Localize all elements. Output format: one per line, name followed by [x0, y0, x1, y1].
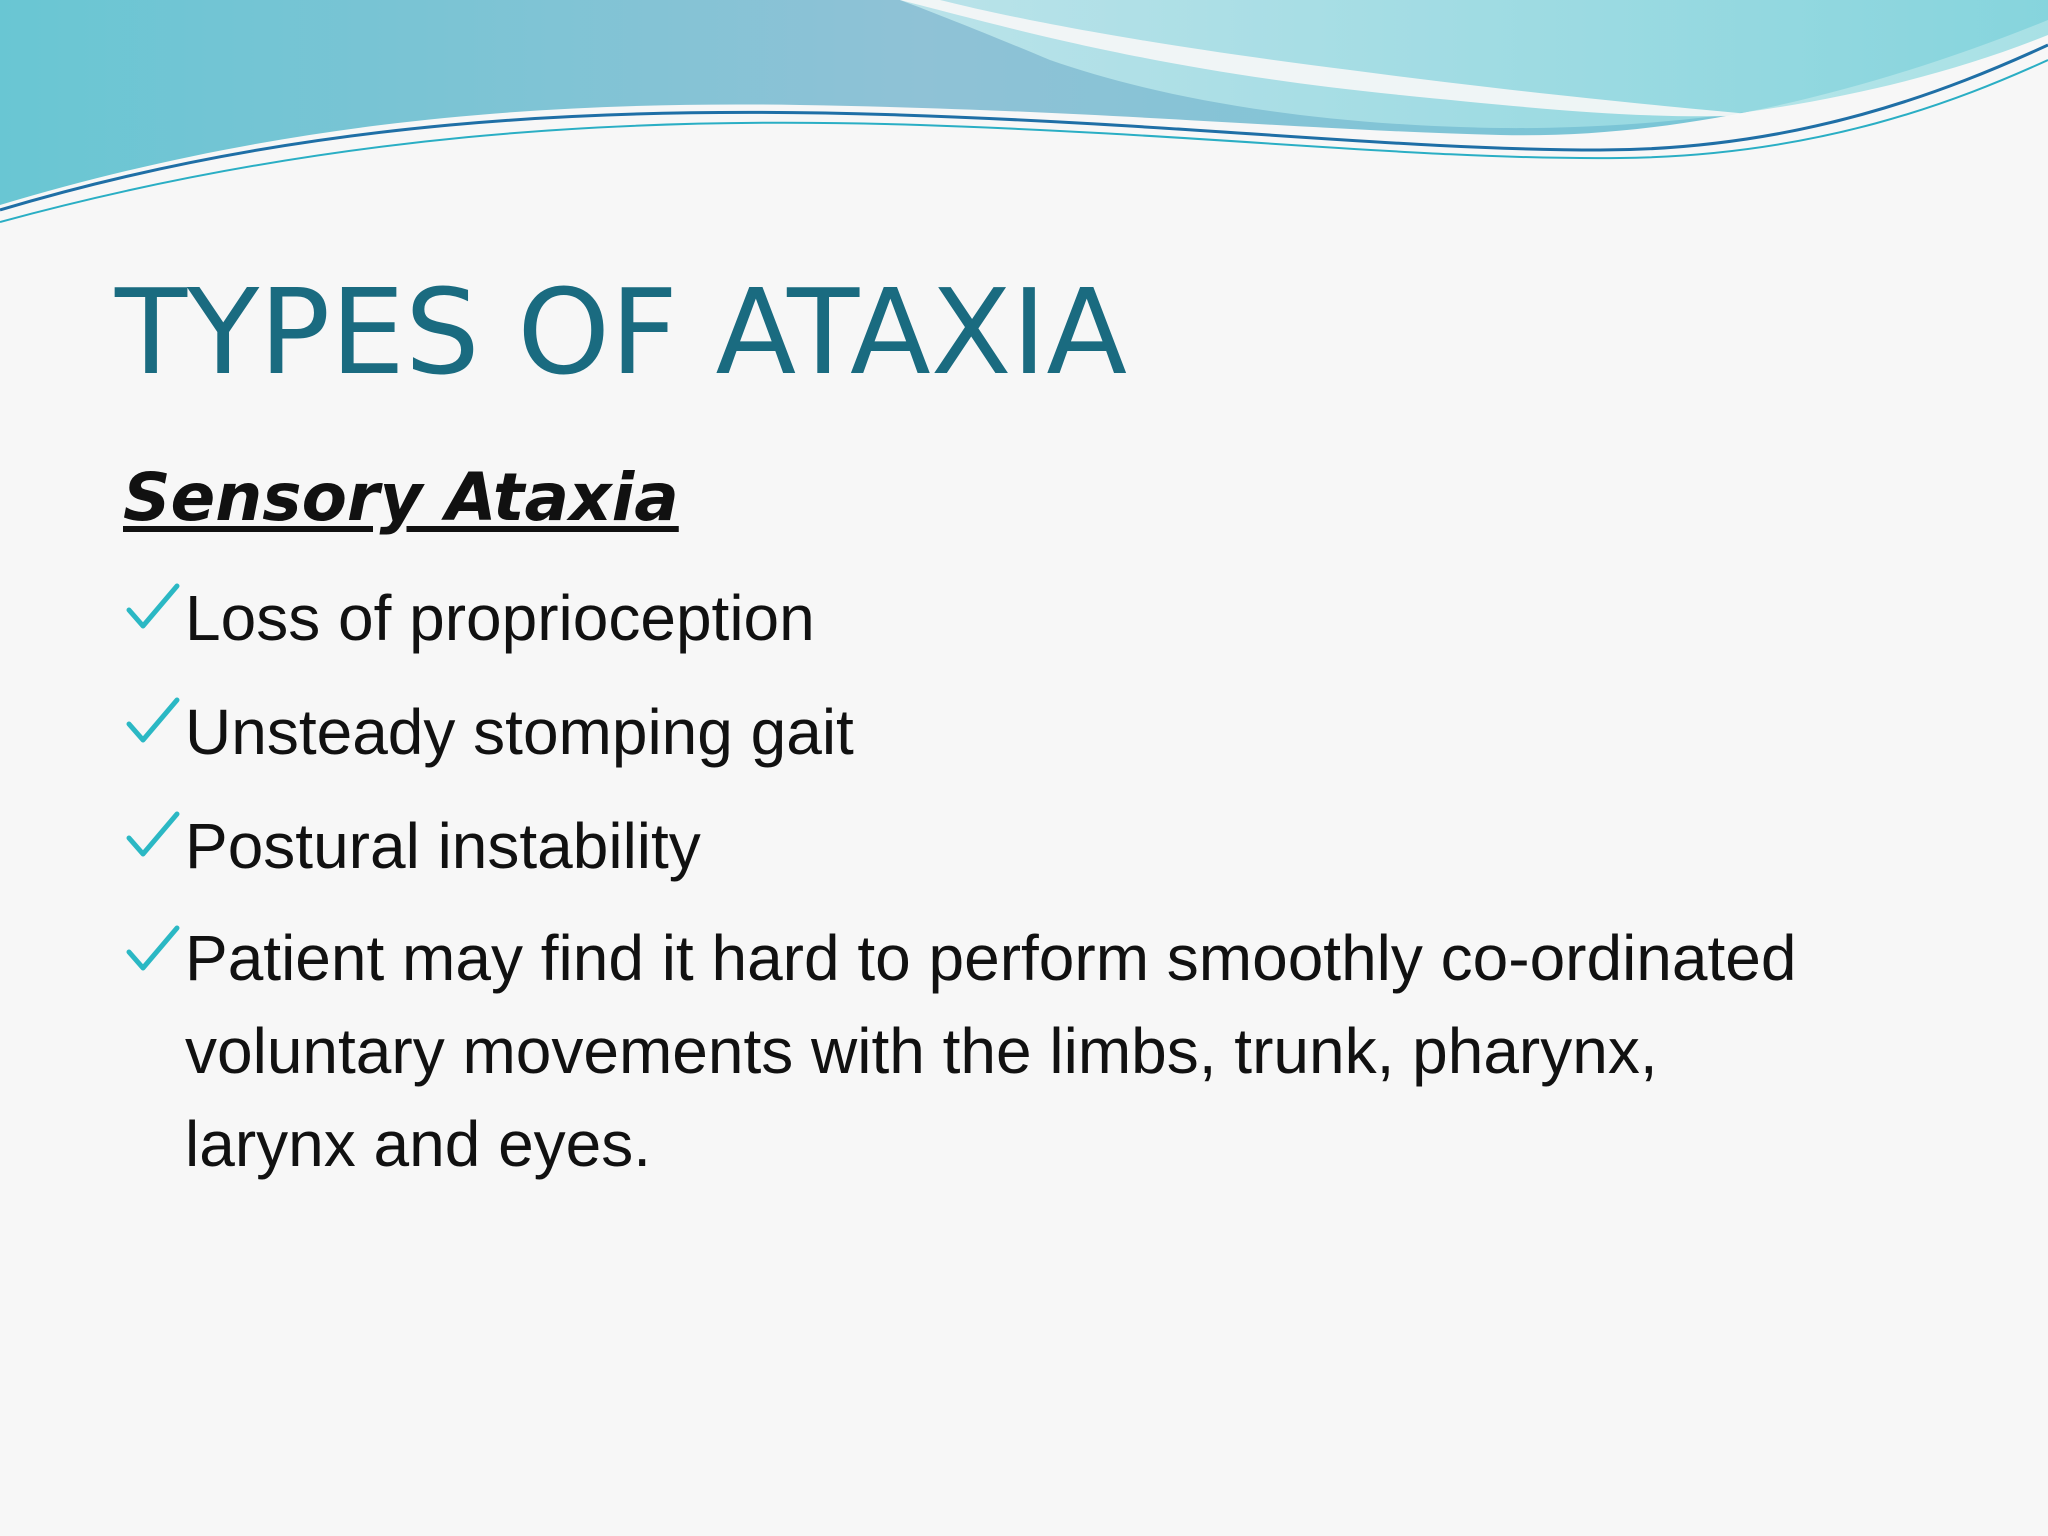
- section-heading: Sensory Ataxia: [123, 459, 679, 536]
- bullet-text: Postural instability: [185, 810, 701, 882]
- checkmark-icon: [125, 808, 181, 864]
- bullet-text: Unsteady stomping gait: [185, 696, 854, 768]
- list-item: [125, 912, 1825, 1190]
- checkmark-icon: [125, 922, 181, 978]
- slide-title: TYPES OF ATAXIA: [115, 263, 1128, 401]
- header-wave-decoration: [0, 0, 2048, 240]
- list-item: [125, 684, 1825, 780]
- checkmark-icon: [125, 694, 181, 750]
- bullet-text: Patient may find it hard to perform smoothly co-ordinated voluntary movements with the limbs, trunk, pharynx, larynx and eyes.: [185, 922, 1797, 1180]
- bullet-list: [125, 570, 1825, 1208]
- checkmark-icon: [125, 580, 181, 636]
- list-item: [125, 570, 1825, 666]
- list-item: [125, 798, 1825, 894]
- bullet-text: Loss of proprioception: [185, 582, 815, 654]
